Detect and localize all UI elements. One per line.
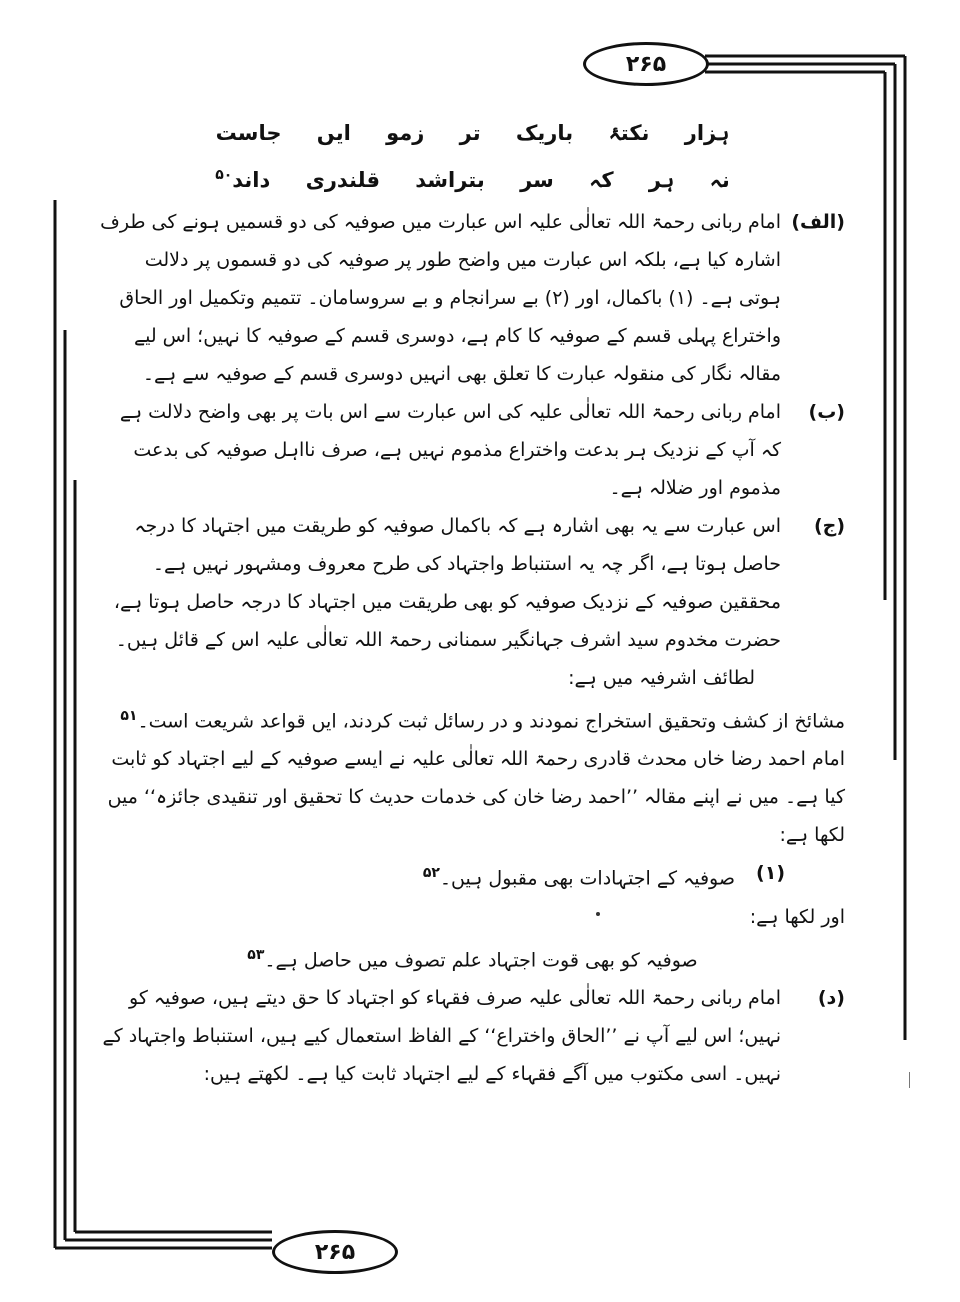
point-text-dal: امام ربانی رحمۃ اللہ تعالٰی علیہ صرف فقہاء کو اجتہاد کا حق دیتے ہیں، صوفیہ کو نہیں؛ اس لیے آپ نے ’’الحاق واختراع‘‘ کے الفاظ استعمال کیے ہیں، استنباط واجتہاد کے نہیں۔ اسی مکتوب میں آگے فقہاء کے لیے اجتہاد ثابت کیا ہے۔ لکھتے ہیں:: [102, 986, 781, 1085]
quote-one-body: [423, 854, 735, 897]
quote-one: [100, 854, 845, 897]
footnote-ref-50: ۵۰: [215, 167, 233, 183]
point-be: [100, 393, 845, 507]
quote-two: [100, 936, 845, 979]
page-number-top: ۲۶۵: [583, 42, 709, 86]
point-marker-dal: (د): [817, 986, 845, 1009]
aur-likha-hai: اور لکھا ہے:: [749, 905, 845, 928]
stray-tick-mark: [909, 1072, 910, 1088]
point-marker-jeem: (ج): [813, 515, 845, 537]
lataif-intro: لطائف اشرفیہ میں ہے:: [568, 667, 755, 689]
footnote-ref-53: ۵۳: [247, 946, 265, 963]
verse-line-1: ہزار نکتۂ باریک تر زمو ایں جاست: [215, 121, 730, 145]
footnote-ref-52: ۵۲: [422, 865, 440, 882]
quote-two-text: صوفیہ کو بھی قوت اجتہاد علم تصوف میں حاصل ہے۔: [264, 948, 698, 971]
point-text-alif: امام ربانی رحمۃ اللہ تعالٰی علیہ اس عبارت میں صوفیہ کی دو قسمیں ہونے کی طرف اشارہ کیا ہے، بلکہ اس عبارت میں واضح طور پر صوفیہ کی دو قسموں پر دلالت ہوتی ہے۔ (۱) باکمال، اور (۲) بے سرانجام و بے سروسامان۔ تتمیم وتکمیل اور الحاق واختراع پہلی قسم کے صوفیہ کا کام ہے، دوسری قسم کے صوفیہ کا نہیں؛ اس لیے مقالہ نگار کی منقولہ عبارت کا تعلق بھی انہیں دوسری قسم کے صوفیہ سے ہے۔: [100, 211, 781, 385]
verse-line-2-text: نہ ہر کہ سر بتراشد قلندری داند: [232, 168, 730, 192]
page-number-bottom: ۲۶۵: [272, 1230, 398, 1274]
lataif-quote-text: مشائخ از کشف وتحقیق استخراج نمودند و در رسائل ثبت کردند، ایں قواعد شریعت است۔: [137, 710, 845, 733]
stray-dot: [596, 912, 600, 916]
point-text-be: امام ربانی رحمۃ اللہ تعالٰی علیہ کی اس عبارت سے اس بات پر بھی واضح دلالت ہے کہ آپ کے نزدیک ہر بدعت واختراع مذموم نہیں ہے، صرف نااہل صوفیہ کی بدعت مذموم اور ضلالہ ہے۔: [119, 401, 781, 499]
point-text-jeem: اس عبارت سے یہ بھی اشارہ ہے کہ باکمال صوفیہ کو طریقت میں اجتہاد کا درجہ حاصل ہوتا ہے، اگر چہ یہ استنباط واجتہاد کی طرح معروف ومشہور نہیں ہے۔ محققین صوفیہ کے نزدیک صوفیہ کو بھی طریقت میں اجتہاد کا درجہ حاصل ہوتا ہے، حضرت مخدوم سید اشرف جہانگیر سمنانی رحمۃ اللہ تعالٰی علیہ اس کے قائل ہیں۔: [113, 515, 781, 651]
point-alif: [100, 203, 845, 393]
lataif-quote: [100, 697, 845, 740]
point-marker-alif: (الف): [791, 211, 845, 233]
quote-one-text: صوفیہ کے اجتہادات بھی مقبول ہیں۔: [439, 867, 735, 890]
footnote-ref-51: ۵۱: [120, 708, 138, 724]
imam-ahmad-paragraph: امام احمد رضا خاں محدث قادری رحمۃ اللہ تعالٰی علیہ نے ایسے صوفیہ کے لیے اجتہاد کو ثابت کیا ہے۔ میں نے اپنے مقالہ ’’احمد رضا خان کی خدمات حدیث کا تحقیق اور تنقیدی جائزہ‘‘ میں لکھا ہے:: [107, 748, 845, 847]
point-dal: [100, 979, 845, 1093]
verse-line-2: [100, 156, 845, 199]
point-jeem: [100, 507, 845, 659]
quote-one-marker: (۱): [756, 862, 785, 885]
page-content: [100, 110, 845, 1093]
point-marker-be: (ب): [808, 401, 845, 423]
